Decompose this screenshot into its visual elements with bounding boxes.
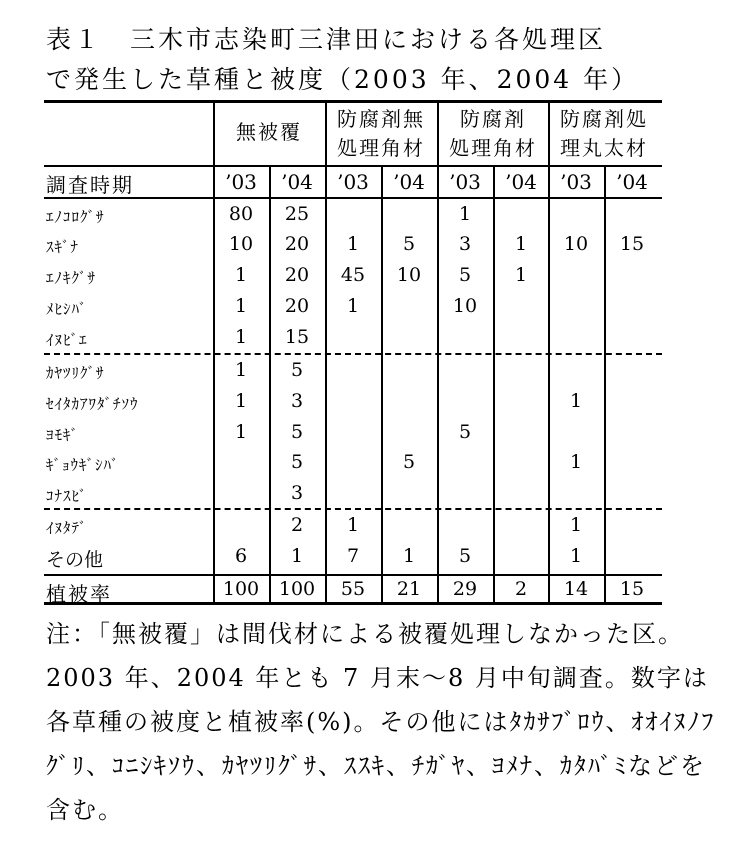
year-header-6: ’03 bbox=[560, 170, 592, 194]
header-untreated-square-line2: 処理角材 bbox=[337, 136, 425, 160]
header-treated-log-line2: 理丸太材 bbox=[560, 136, 648, 160]
top-rule bbox=[44, 100, 662, 103]
table-cell: 1 bbox=[569, 451, 583, 473]
table-cell: 1 bbox=[234, 359, 248, 381]
species-label: ﾒﾋｼﾊﾞ bbox=[46, 300, 88, 318]
group-divider-2 bbox=[44, 508, 662, 510]
species-label: ｾｲﾀｶｱﾜﾀﾞﾁｿｳ bbox=[46, 395, 139, 413]
table-cell: 10 bbox=[228, 233, 254, 255]
table-cell: 1 bbox=[234, 326, 248, 348]
table-cell: 1 bbox=[458, 203, 472, 225]
table-cell: 1 bbox=[346, 295, 360, 317]
year-header-3: ’04 bbox=[393, 170, 425, 194]
species-label: ｷﾞｮｳｷﾞｼﾊﾞ bbox=[46, 456, 120, 474]
table-cell: 10 bbox=[396, 264, 422, 286]
coverage-cell: 55 bbox=[340, 578, 366, 600]
table-cell: 3 bbox=[290, 482, 304, 504]
vrule-sub-1 bbox=[269, 166, 271, 602]
year-header-5: ’04 bbox=[505, 170, 537, 194]
species-label: その他 bbox=[46, 549, 104, 571]
year-header-1: ’04 bbox=[281, 170, 313, 194]
table-cell: 6 bbox=[234, 545, 248, 567]
table-cell: 80 bbox=[228, 203, 254, 225]
table-title-line1: 表１ 三木市志染町三津田における各処理区 bbox=[46, 25, 607, 54]
species-label: ｺﾅｽﾋﾞ bbox=[46, 487, 88, 505]
table-cell: 5 bbox=[458, 421, 472, 443]
period-label: 調査時期 bbox=[46, 173, 134, 197]
coverage-cell: 29 bbox=[452, 578, 478, 600]
table-cell: 5 bbox=[458, 545, 472, 567]
table-cell: 1 bbox=[234, 264, 248, 286]
table-cell: 5 bbox=[290, 359, 304, 381]
bottom-rule bbox=[44, 602, 662, 605]
table-cell: 1 bbox=[346, 233, 360, 255]
header-rule bbox=[44, 165, 662, 167]
table-cell: 5 bbox=[402, 233, 416, 255]
table-cell: 1 bbox=[234, 421, 248, 443]
table-cell: 5 bbox=[402, 451, 416, 473]
species-label: ｴﾉｷｸﾞｻ bbox=[46, 269, 97, 287]
table-cell: 1 bbox=[569, 545, 583, 567]
period-rule bbox=[44, 197, 662, 199]
year-header-7: ’04 bbox=[616, 170, 648, 194]
species-label: ｲﾇﾀﾃﾞ bbox=[46, 519, 88, 537]
coverage-cell: 15 bbox=[619, 578, 645, 600]
table-cell: 5 bbox=[290, 451, 304, 473]
table-cell: 1 bbox=[514, 233, 528, 255]
table-cell: 10 bbox=[563, 233, 589, 255]
table-cell: 1 bbox=[514, 264, 528, 286]
table-cell: 1 bbox=[569, 390, 583, 412]
vrule-4 bbox=[548, 101, 550, 603]
table-cell: 3 bbox=[458, 233, 472, 255]
header-treated-log-line1: 防腐剤処 bbox=[560, 107, 648, 131]
group-divider-1 bbox=[44, 353, 662, 355]
table-cell: 1 bbox=[569, 514, 583, 536]
table-cell: 20 bbox=[284, 264, 310, 286]
vrule-sub-3 bbox=[493, 166, 495, 602]
vrule-1 bbox=[213, 101, 215, 603]
coverage-cell: 100 bbox=[222, 578, 260, 600]
coverage-top-rule bbox=[44, 574, 662, 576]
table-cell: 45 bbox=[340, 264, 366, 286]
species-label: ｶﾔﾂﾘｸﾞｻ bbox=[46, 364, 105, 382]
vrule-sub-4 bbox=[604, 166, 606, 602]
table-cell: 5 bbox=[458, 264, 472, 286]
header-untreated-square-line1: 防腐剤無 bbox=[337, 107, 425, 131]
table-cell: 1 bbox=[234, 295, 248, 317]
coverage-cell: 21 bbox=[396, 578, 422, 600]
coverage-cell: 2 bbox=[514, 578, 528, 600]
year-header-4: ’03 bbox=[449, 170, 481, 194]
vrule-3 bbox=[437, 101, 439, 603]
table-cell: 10 bbox=[452, 295, 478, 317]
species-label: ｲﾇﾋﾞｴ bbox=[46, 331, 88, 349]
table-cell: 3 bbox=[290, 390, 304, 412]
table-cell: 1 bbox=[346, 514, 360, 536]
table-cell: 5 bbox=[290, 421, 304, 443]
coverage-cell: 14 bbox=[563, 578, 589, 600]
year-header-2: ’03 bbox=[337, 170, 369, 194]
table-cell: 2 bbox=[290, 514, 304, 536]
table-cell: 1 bbox=[402, 545, 416, 567]
year-header-0: ’03 bbox=[225, 170, 257, 194]
header-treated-square-line1: 防腐剤 bbox=[460, 107, 526, 131]
table-cell: 7 bbox=[346, 545, 360, 567]
species-label: ｽｷﾞﾅ bbox=[46, 238, 80, 256]
table-cell: 20 bbox=[284, 233, 310, 255]
table-title-line2: で発生した草種と被度（2003 年、2004 年） bbox=[46, 65, 640, 94]
vrule-sub-2 bbox=[381, 166, 383, 602]
vrule-2 bbox=[325, 101, 327, 603]
table-cell: 1 bbox=[234, 390, 248, 412]
table-cell: 25 bbox=[284, 203, 310, 225]
header-treated-square-line2: 処理角材 bbox=[449, 136, 537, 160]
table-cell: 20 bbox=[284, 295, 310, 317]
table-cell: 15 bbox=[284, 326, 310, 348]
table-cell: 15 bbox=[619, 233, 645, 255]
coverage-cell: 100 bbox=[278, 578, 316, 600]
species-label: ﾖﾓｷﾞ bbox=[46, 426, 80, 444]
table-cell: 1 bbox=[290, 545, 304, 567]
header-no-cover: 無被覆 bbox=[236, 120, 302, 144]
coverage-label: 植被率 bbox=[46, 582, 112, 606]
table-note: 注：「無被覆」は間伐材による被覆処理しなかった区。2003 年、2004 年とも 7 月末～8 月中旬調査。数字は各草種の被度と植被率(%)。その他にはﾀｶｻﾌﾞﾛｳ、ｵｵｲﾇﾉﾌｸﾞﾘ、ｺﾆｼｷｿｳ、ｶﾔﾂﾘｸﾞｻ、ｽｽｷ、ﾁｶﾞﾔ、ﾖﾒﾅ、ｶﾀﾊﾞﾐなどを含む。 bbox=[46, 620, 716, 824]
species-label: ｴﾉｺﾛｸﾞｻ bbox=[46, 208, 105, 226]
